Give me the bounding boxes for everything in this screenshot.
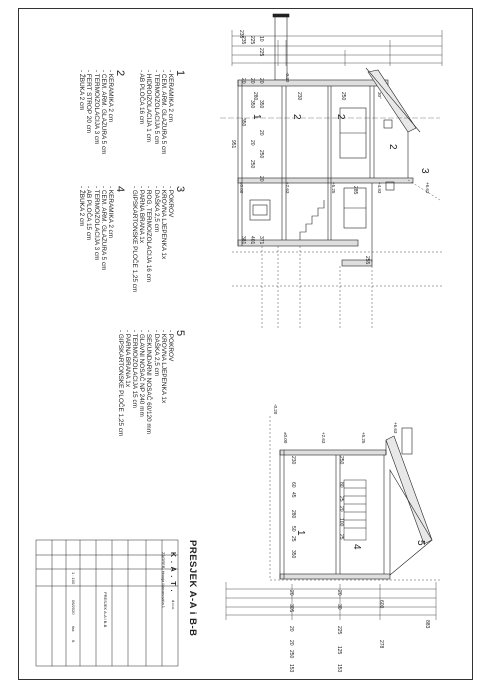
dim-a-row2-2: 20 [249,78,255,84]
dim-b-top-7: 350 [290,550,296,559]
note-4-number: 4 [114,186,126,193]
dim-a-row2-4: 20 [249,140,255,146]
dim-b-top-9: 80 [338,482,344,488]
marker-b-1: 1 [295,530,306,536]
height-a-3: 280 [252,92,258,101]
height-a-5: 255 [364,256,370,265]
note-3-line-5: - PARNA BRANA 1x [138,186,146,244]
note-2-line-2: - CEM. ARM. GLAZURA 5 cm [99,70,107,155]
level-b-1: -0.20 [273,404,278,415]
dim-b-row1-6: 153 [288,664,294,673]
dim-top-row1-1: 235 [238,30,244,39]
marker-a-1: 1 [251,114,262,120]
dim-a-row3-5: 20 [258,130,264,136]
dim-a-row3-8: 371 [258,236,264,245]
height-a-1: 230 [296,92,302,101]
note-2-line-3: - TERMOIZOLACIJA 3 cm [92,70,100,145]
dim-b-row2-2: 30 [336,604,342,610]
note-5-line-4: - SEKUNDARNI NOSAČ 60/120 mm [145,330,153,435]
level-a-3: +2.63 [285,182,290,194]
note-3 [131,186,186,292]
level-a-6: +6.63 [425,182,430,194]
dim-a-row3-3: 20 [258,78,264,84]
dimension-lines-bottom [226,582,436,620]
level-a-2: ±0.00 [239,182,244,194]
note-5-line-5: - GLAVNI NOSAČ NP 240 mm [138,330,146,417]
dim-a-row1-235: 235 [240,36,246,45]
dim-b-top-12: 100 [338,518,344,527]
note-2-line-5: - ŽBUKA 2 cm [78,70,86,111]
dim-a-row2-5: 250 [249,160,255,169]
dim-a-row3-1: 10 [258,36,264,42]
dim-b-total: 883 [424,620,430,629]
date-value: 06/2020 [71,600,76,615]
note-1-number: 1 [174,70,186,77]
dim-b-row1-1: 20 [288,590,294,596]
sheet-no-label: list: [71,626,76,632]
note-5-line-1: - POKROV [167,330,174,362]
dim-b-top-3: 45 [290,492,296,498]
dim-b-top-6: 25 [290,536,296,542]
drawing-label: PRESJEK A-A i B-B [103,592,108,628]
note-1 [138,70,186,155]
scale-value: 1 : 100 [71,572,76,585]
note-5-line-6: - TERMOIZOLACIJA 15 cm [130,330,138,409]
note-3-line-1: - POKROV [167,186,174,218]
level-b-4: +5.25 [361,432,366,444]
level-b-3: +2.63 [321,432,326,444]
note-3-line-6: - GIPSKARTONSKE PLOČE 1,25 cm [130,186,138,293]
height-a-2: 250 [340,92,346,101]
note-1-line-3: - TERMOIZOLACIJA 5 cm [152,70,160,145]
level-a-4: +5.25 [331,182,336,194]
dim-b-row2-4: 125 [336,646,342,655]
dim-a-row3-2: 225 [258,48,264,57]
level-b-5: +6.63 [393,422,398,434]
dim-b-top-13: 25 [338,534,344,540]
level-a-1: -0.20 [285,72,290,83]
sheet-no: 6. [71,640,76,644]
company-suffix: d.o.o. [171,600,176,611]
dim-b-row3-1: 600 [378,600,384,609]
note-5-line-8: - GIPSKARTONSKE PLOČE 1,25 cm [116,330,124,437]
dim-a-total: 951 [230,140,236,149]
dim-b-top-11: 20 [338,506,344,512]
note-3-line-4: - ROG, TERMOIZOLACIJA 16 cm [145,186,153,283]
note-4-line-2: - CEM. ARM. GLAZURA 5 cm [99,186,107,271]
dim-b-row1-3: 20 [288,626,294,632]
level-a-5: +4.93 [377,182,382,194]
dim-a-row2-3: 350 [249,100,255,109]
dim-b-top-10: 25 [338,496,344,502]
note-5 [116,330,186,436]
note-4-line-4: - AB PLOČA 15 cm [85,186,93,241]
company-address: ZAGREB, Hrvoja Macanovića 1 [161,552,166,609]
note-1-line-4: - HIDROIZOLACIJA 1 cm [145,70,153,143]
marker-b-4: 4 [351,544,362,550]
note-1-line-1: - KERAMIKA 2 cm [167,70,174,123]
dim-a-row1-381: 381 [240,236,246,245]
sheet-title: PRESJEK A-A i B-B [187,540,198,637]
dim-a-row2-1: 225 [249,36,255,45]
note-5-line-7: - PARNA BRANA 1x [123,330,131,388]
level-b-2: ±0.00 [283,432,288,444]
note-3-line-2: - KROVNA LJEPENKA 1x [159,186,167,260]
dim-a-row1-20: 20 [240,78,246,84]
note-3-line-3: - DAŠKA 2,5 cm [152,186,160,233]
marker-a-2: 2 [291,114,302,120]
company-name: K . A . T . [169,552,176,593]
dim-b-top-5: 50 [290,526,296,532]
dim-b-top-8: 250 [338,456,344,465]
note-4-line-3: - TERMOIZOLACIJA 3 cm [92,186,100,261]
note-4-line-5: - ŽBUKA 2 cm [78,186,86,227]
roof-pitch-a: 30° [377,92,382,99]
dim-a-row3-6: 250 [258,150,264,159]
note-4-line-1: - KERAMIKA 2 cm [107,186,114,239]
marker-a-5: 3 [419,168,430,174]
section-a-a [220,14,442,330]
dim-a-row1-350: 350 [240,118,246,127]
note-4 [78,186,126,271]
dim-b-row2-3: 225 [336,626,342,635]
dim-b-top-1: 230 [290,456,296,465]
note-5-line-2: - KROVNA LJEPENKA 1x [159,330,167,404]
note-2-line-1: - KERAMIKA 2 cm [107,70,114,123]
dim-b-top-4: 280 [290,510,296,519]
section-b-b [226,416,440,620]
dim-b-row1-2: 305 [288,604,294,613]
marker-b-5: 5 [415,540,426,546]
marker-a-3: 2 [335,114,346,120]
dim-a-row3-4: 350 [258,100,264,109]
dim-a-row3-7: 20 [258,176,264,182]
note-2-number: 2 [114,70,126,77]
marker-a-4: 2 [387,144,398,150]
dim-b-row2-1: 20 [336,590,342,596]
note-1-line-2: - CEM. ARM. GLAZURA 5 cm [159,70,167,155]
height-a-4: 285 [352,186,358,195]
dim-b-row3-2: 278 [378,640,384,649]
note-2 [78,70,126,155]
dim-a-row2-6: 401 [249,236,255,245]
note-5-line-3: - DAŠKA 2,5 cm [152,330,160,377]
note-1-line-5: - AB PLOČA 16 cm [138,70,146,125]
dim-b-row2-5: 153 [336,664,342,673]
note-3-number: 3 [174,186,186,193]
dim-b-row1-4: 20 [288,640,294,646]
dim-b-top-2: 60 [290,482,296,488]
note-2-line-4: - FERT STROP 20 cm [85,70,93,134]
dim-b-row1-5: 250 [288,650,294,659]
note-5-number: 5 [174,330,186,337]
